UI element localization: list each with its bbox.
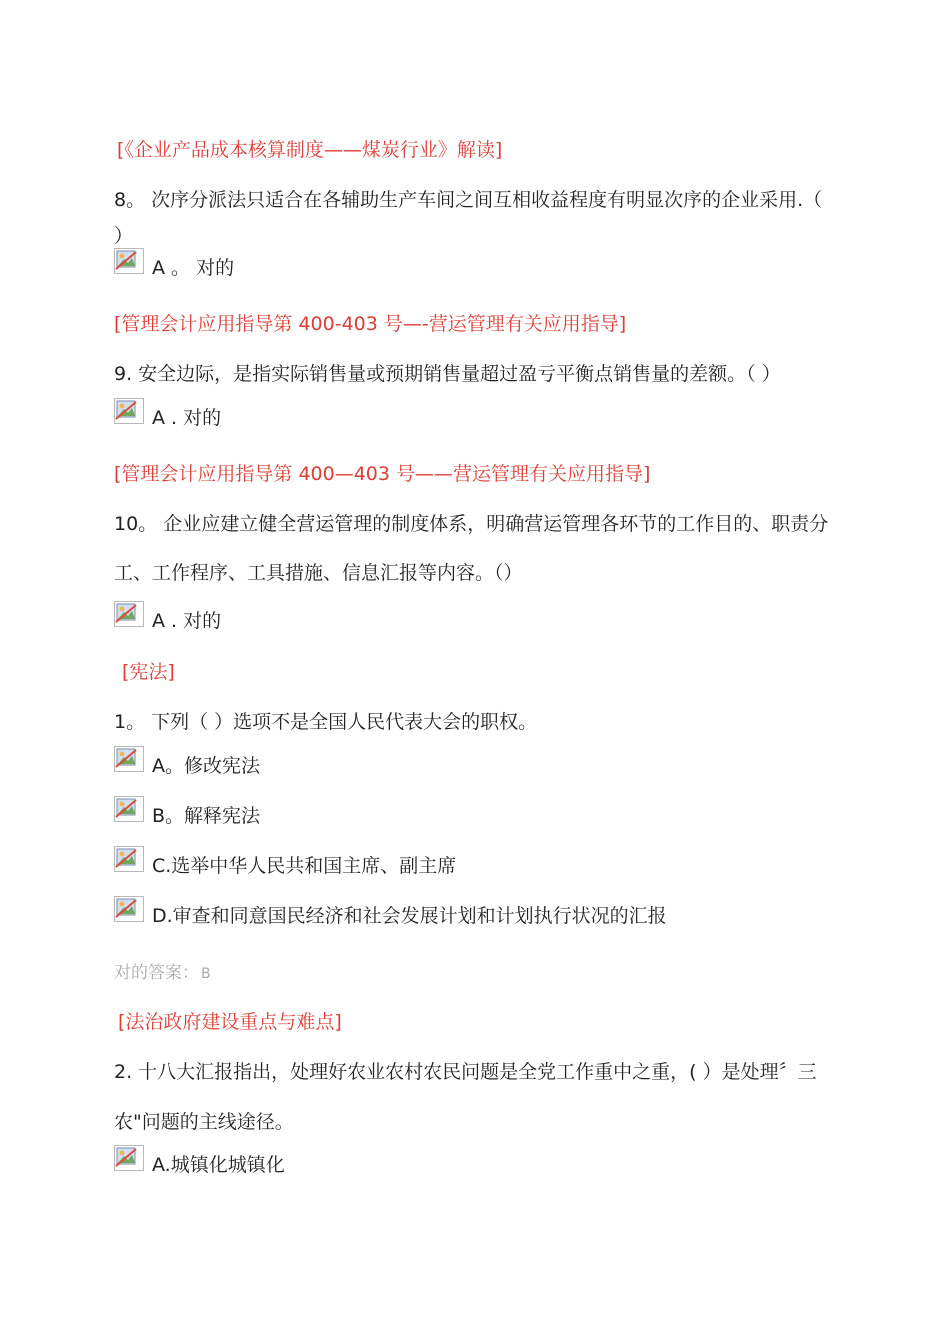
question-8-text-cont: ） (114, 225, 134, 247)
question-8-text: 8。 次序分派法只适合在各辅助生产车间之间互相收益程度有明显次序的企业采用.（ (114, 189, 823, 211)
question-c1-text: 1。 下列（ ）选项不是全国人民代表大会的职权。 (114, 711, 538, 733)
question-c2-text: 2. 十八大汇报指出，处理好农业农村农民问题是全党工作重中之重，( ）是处理〞三 (114, 1061, 817, 1083)
answer-label: 对的答案： (114, 963, 199, 983)
broken-image-icon (114, 1145, 144, 1171)
option-label: D.审查和同意国民经济和社会发展计划和计划执行状况的汇报 (152, 905, 667, 927)
option-label: A . 对的 (152, 610, 222, 632)
section-heading: [管理会计应用指导第 400—403 号——营运管理有关应用指导] (114, 463, 651, 485)
option-label: A.城镇化城镇化 (152, 1154, 285, 1176)
question-c2-text-cont: 农"问题的主线途径。 (114, 1111, 294, 1133)
broken-image-icon (114, 601, 144, 627)
broken-image-icon (114, 796, 144, 822)
option-label: B。解释宪法 (152, 805, 261, 827)
broken-image-icon (114, 896, 144, 922)
broken-image-icon (114, 398, 144, 424)
section-heading: [管理会计应用指导第 400-403 号—-营运管理有关应用指导] (114, 313, 627, 335)
question-10-text: 10。 企业应建立健全营运管理的制度体系，明确营运管理各环节的工作目的、职责分 (114, 513, 829, 535)
option-label: C.选举中华人民共和国主席、副主席 (152, 855, 457, 877)
answer-value: B (201, 966, 211, 982)
option-label: A。修改宪法 (152, 755, 260, 777)
broken-image-icon (114, 846, 144, 872)
correct-answer (114, 961, 211, 986)
broken-image-icon (114, 248, 144, 274)
option-label: A . 对的 (152, 407, 222, 429)
question-10-text-cont: 工、工作程序、工具措施、信息汇报等内容。（） (114, 562, 523, 584)
section-heading: [宪法] (122, 661, 175, 683)
option-label: A 。 对的 (152, 257, 235, 279)
section-heading: [法治政府建设重点与难点] (118, 1011, 342, 1033)
broken-image-icon (114, 746, 144, 772)
question-9-text: 9. 安全边际，是指实际销售量或预期销售量超过盈亏平衡点销售量的差额。（ ） (114, 363, 781, 385)
section-heading: [《企业产品成本核算制度——煤炭行业》解读] (117, 139, 503, 161)
